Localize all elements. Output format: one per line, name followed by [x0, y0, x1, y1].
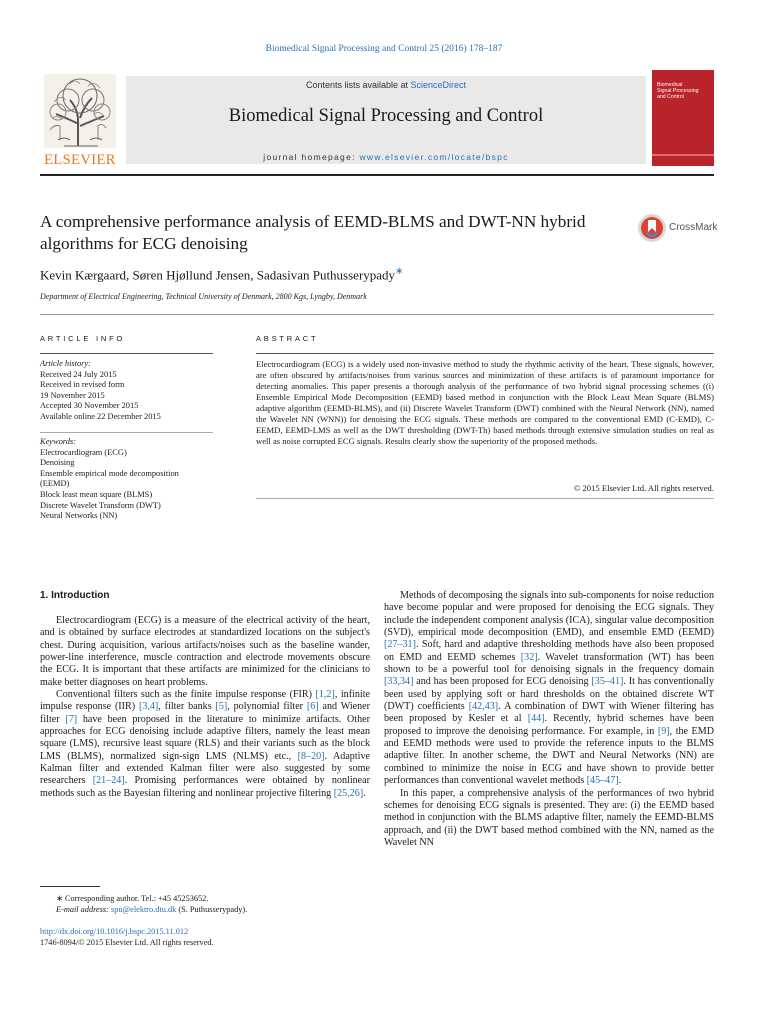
crossmark-badge[interactable] [637, 211, 717, 247]
text-run: . Adaptive Kalman filter and extended Kalman filter were also suggested by some researchers [40, 750, 370, 787]
citation-link[interactable]: [33,34] [384, 676, 414, 688]
history-item: 19 November 2015 [40, 390, 105, 400]
text-run: . Soft, hard and adaptive thresholding methods have also been proposed on EMD and EEMD schemes [384, 639, 714, 663]
text-run: . A combination of DWT with Wiener filtering has been proposed by Kesler et al [384, 701, 714, 725]
abstract-rule [256, 353, 714, 354]
text-run: and Wiener filter [40, 701, 371, 725]
text-run: Methods of decomposing the signals into sub-components for noise reduction have become popular and were proposed for denoising the ECG signals. They include the independent component analysis (ICA), singular value decomposition (SVD), empirical mode decomposition (EMD), and ensemble EMD (EEMD) [384, 590, 714, 639]
text-run: , polynomial filter [227, 701, 307, 713]
text-run: , infinite impulse response (IIR) [40, 689, 370, 713]
doi-block [40, 926, 370, 948]
homepage-line [126, 152, 646, 162]
abstract-copyright: © 2015 Elsevier Ltd. All rights reserved. [573, 483, 714, 493]
paragraph [40, 689, 370, 800]
cover-line: and Control [657, 94, 684, 101]
contents-line [126, 80, 646, 90]
keyword-item: Discrete Wavelet Transform (DWT) [40, 500, 161, 510]
text-run: Conventional filters such as the finite impulse response (FIR) [56, 689, 316, 701]
article-history [40, 359, 215, 423]
citation-link[interactable]: [21–24] [92, 775, 125, 787]
citation-link[interactable]: [27–31] [384, 639, 416, 651]
keyword-item: Block least mean square (BLMS) [40, 489, 153, 499]
citation-link[interactable]: [8–20] [297, 750, 325, 762]
citation-link[interactable]: [35–41] [591, 676, 624, 688]
cover-line: Signal Processing [657, 88, 699, 95]
authors-names: Kevin Kærgaard, Søren Hjøllund Jensen, Sadasivan Puthusserypady [40, 267, 396, 283]
text-run: . Recently, hybrid schemes have been proposed to improve the denoising performance. For example, in [384, 713, 714, 737]
keywords-rule [40, 432, 213, 433]
abstract-bottom-rule [256, 498, 714, 499]
article-info-rule [40, 353, 213, 354]
article-info-label: ARTICLE INFO [40, 334, 126, 343]
crossmark-icon [637, 213, 667, 243]
body-column-left [40, 615, 370, 800]
abstract-text: Electrocardiogram (ECG) is a widely used non-invasive method to study the rhythmic activity of the heart. These signals, however, are often obscured by artifacts/noises from various sources and minimization of these artifacts is of paramount importance for detecting anomalies. This paper presents a thorough analysis of the performance of two hybrid signal processing schemes ((i) Ensemble Empirical Mode Decomposition (EEMD) based method in conjunction with the Block Least Mean Square (BLMS) adaptive algorithm (EEMD-BLMS), and (ii) Discrete Wavelet Transform (DWT) combined with the Neural Network (NN), named the Wavelet NN (WNN)) for denoising the ECG signals. These methods are compared to the conventional EMD (C-EMD), C-EEMD, EEMD-LMS as well as the DWT thresholding (DWT-Th) based methods through extensive simulation studies on real as well as noise corrupted ECG signals. Results clearly show the superiority of the proposed methods. [256, 359, 714, 447]
affiliation: Department of Electrical Engineering, Technical University of Denmark, 2800 Kgs, Lyngby, Denmark [40, 292, 367, 301]
journal-title: Biomedical Signal Processing and Control [228, 106, 544, 126]
email-label: E-mail address: [56, 905, 111, 914]
citation-link[interactable]: [9] [657, 725, 670, 737]
paragraph: In this paper, a comprehensive analysis of the performances of two hybrid schemes for denoising ECG signals is presented. They are: (i) the EEMD based method in conjunction with the BLMS adaptive filter, namely the EEMD-BLMS approach, and (ii) the DWT based method combined with the NN, named as the Wavelet NN [384, 787, 714, 848]
paragraph: Electrocardiogram (ECG) is a measure of the electrical activity of the heart, and is obtained by surface electrodes at standardized locations on the subject's chest. During acquisition, various artifacts/noises such as the baseline wander, power-line interference, muscle contraction and electrode movements obscure the ECG. It is important that these artifacts are minimized for the clinicians to make better diagnoses on heart problems. [40, 615, 370, 688]
footnote-rule [40, 886, 100, 887]
crossmark-label: CrossMark [669, 222, 718, 233]
history-heading: Article history: [40, 359, 91, 368]
body-column-right [384, 590, 714, 849]
elsevier-logo [40, 74, 120, 166]
text-run: . Wavelet transformation (WT) has been shown to be a powerful tool for denoising signals in the frequency domain [384, 651, 714, 676]
email-link[interactable]: spu@elektro.dtu.dk [111, 905, 177, 914]
text-run: . [618, 775, 622, 787]
journal-info-panel [126, 76, 646, 164]
keyword-item: Denoising [40, 458, 75, 468]
text-run: . It has conventionally been used by applying soft or hard thresholds on the obtained discrete WT (DWT) coefficients [384, 676, 715, 713]
title-rule [40, 314, 714, 315]
cover-stripe [652, 154, 714, 156]
history-item: Received 24 July 2015 [40, 369, 117, 379]
footnote [40, 893, 370, 915]
homepage-link[interactable]: www.elsevier.com/locate/bspc [359, 152, 509, 162]
citation-link[interactable]: [44] [527, 713, 545, 725]
journal-cover-thumbnail[interactable] [652, 70, 714, 166]
text-run: . Promising performances were obtained by nonlinear methods such as the Bayesian filtering and nonlinear projective filtering [40, 775, 371, 799]
text-run: and has been proposed for ECG denoising [413, 676, 592, 688]
elsevier-tree-icon [44, 74, 116, 148]
sciencedirect-link[interactable]: ScienceDirect [410, 80, 467, 90]
citation-link[interactable]: [1,2] [315, 689, 335, 701]
citation-link[interactable]: [45–47] [586, 775, 619, 787]
issn-line: 1746-8094/© 2015 Elsevier Ltd. All rights reserved. [40, 938, 214, 947]
article-title: A comprehensive performance analysis of EEMD-BLMS and DWT-NN hybrid algorithms for ECG denoising [40, 212, 586, 253]
journal-citation[interactable]: Biomedical Signal Processing and Control 25 (2016) 178–187 [265, 44, 503, 54]
text-run: , filter banks [158, 701, 216, 713]
corresponding-author-mark[interactable]: ∗ [395, 266, 404, 277]
citation-link[interactable]: [6] [306, 701, 319, 713]
citation-link[interactable]: [3,4] [138, 701, 159, 713]
header-rule [40, 174, 714, 176]
history-item: Accepted 30 November 2015 [40, 401, 139, 411]
citation-link[interactable]: [5] [215, 701, 228, 713]
keyword-item: Ensemble empirical mode decomposition [40, 468, 179, 478]
doi-link[interactable]: http://dx.doi.org/10.1016/j.bspc.2015.11.012 [40, 927, 189, 936]
keyword-item: (EEMD) [40, 479, 70, 489]
email-note [40, 904, 370, 915]
corresponding-author-note: ∗ Corresponding author. Tel.: +45 45253652. [56, 894, 209, 903]
text-run: have been proposed in the literature to minimize artifacts. Other approaches for ECG denoising include adaptive filters, namely the least mean square (LMS), recursive least square (RLS) and their variants such as the block LMS (BLMS), normalized sign-sign LMS (NLMS) etc., [40, 713, 370, 762]
text-run: , the EMD and EEMD methods were used to provide the reference inputs to the BLMS adaptive filter. In another scheme, the DWT and Neural Networks (NN) are combined to minimize the noise in ECG and have shown to provide better performances than conventional wavelet methods [384, 725, 714, 787]
keyword-item: Neural Networks (NN) [40, 511, 118, 521]
citation-link[interactable]: [25,26] [333, 787, 364, 799]
citation-link[interactable]: [42,43] [468, 701, 499, 713]
cover-title [657, 82, 711, 101]
keywords [40, 437, 215, 522]
section-heading-introduction: 1. Introduction [40, 590, 110, 601]
author-list [40, 266, 600, 283]
contents-prefix: Contents lists available at [305, 80, 411, 90]
elsevier-wordmark: ELSEVIER [44, 152, 116, 168]
journal-banner [40, 70, 714, 170]
cover-line: Biomedical [657, 82, 683, 88]
citation-link[interactable]: [32] [520, 651, 538, 663]
keywords-heading: Keywords: [40, 437, 76, 446]
text-run: . [363, 787, 366, 799]
paragraph [384, 590, 714, 788]
citation-link[interactable]: [7] [65, 713, 78, 725]
homepage-prefix: journal homepage: [263, 152, 360, 162]
history-item: Available online 22 December 2015 [40, 411, 161, 421]
abstract-label: ABSTRACT [256, 334, 319, 343]
history-item: Received in revised form [40, 380, 125, 390]
email-suffix: (S. Puthusserypady). [176, 905, 248, 914]
keyword-item: Electrocardiogram (ECG) [40, 447, 127, 457]
